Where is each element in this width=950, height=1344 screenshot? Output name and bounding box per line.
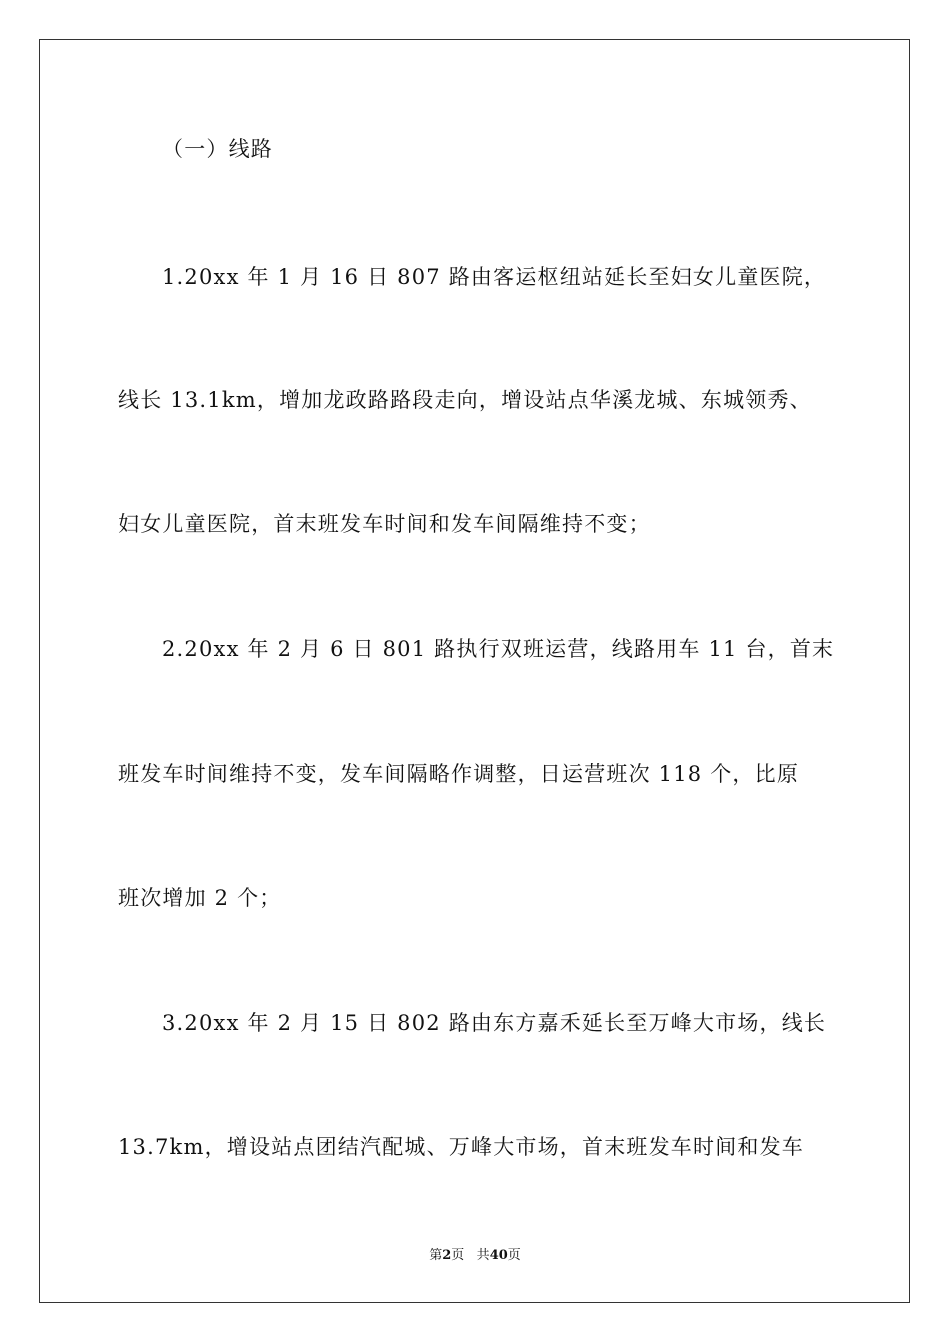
text-line-3: 妇女儿童医院，首末班发车时间和发车间隔维持不变； <box>118 512 651 536</box>
text-line-7: 3.20xx 年 2 月 15 日 802 路由东方嘉禾延长至万峰大市场，线长 <box>162 1011 827 1035</box>
page-footer <box>0 1248 950 1264</box>
page-number: 2 <box>442 1248 452 1263</box>
page-border <box>39 39 910 1303</box>
page-prefix: 第 <box>429 1248 443 1263</box>
text-line-2: 线长 13.1km，增加龙政路路段走向，增设站点华溪龙城、东城领秀、 <box>118 388 812 412</box>
total-suffix: 页 <box>507 1248 521 1263</box>
text-line-5: 班发车时间维持不变，发车间隔略作调整，日运营班次 118 个，比原 <box>118 762 800 786</box>
text-line-8: 13.7km，增设站点团结汽配城、万峰大市场，首末班发车时间和发车 <box>118 1135 804 1159</box>
total-pages: 40 <box>489 1248 508 1263</box>
page-suffix: 页 <box>451 1248 465 1263</box>
total-prefix: 共 <box>476 1248 490 1263</box>
section-heading: （一）线路 <box>162 137 273 161</box>
text-line-6: 班次增加 2 个； <box>118 886 282 910</box>
text-line-1: 1.20xx 年 1 月 16 日 807 路由客运枢纽站延长至妇女儿童医院， <box>162 265 827 289</box>
text-line-4: 2.20xx 年 2 月 6 日 801 路执行双班运营，线路用车 11 台，首末 <box>162 637 835 661</box>
